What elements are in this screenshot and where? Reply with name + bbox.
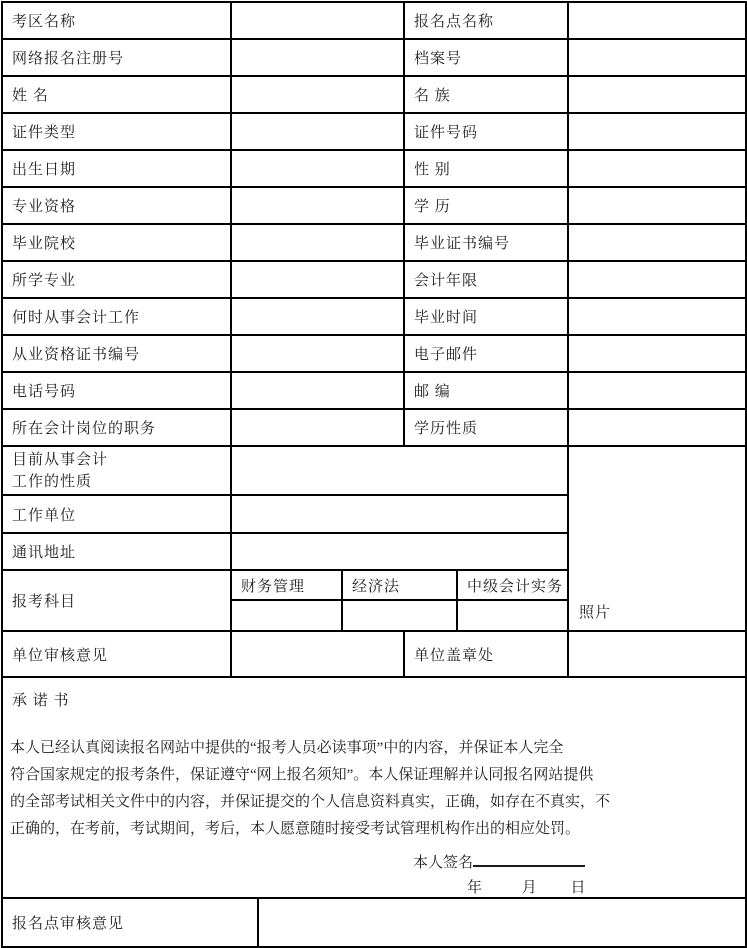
field-label: 姓 名	[2, 76, 231, 113]
registration-form-table	[1, 1, 747, 948]
table-row	[2, 113, 746, 150]
mailing-address-label: 通讯地址	[2, 533, 231, 570]
subject-header-financial-management: 财务管理	[231, 570, 342, 600]
field-label: 毕业证书编号	[404, 224, 568, 261]
field-label: 电话号码	[2, 372, 231, 409]
field-label: 所在会计岗位的职务	[2, 409, 231, 446]
table-row	[2, 76, 746, 113]
field-value-cell[interactable]	[568, 113, 746, 150]
pledge-title: 承 诺 书	[12, 693, 70, 709]
table-row	[2, 335, 746, 372]
field-label: 邮 编	[404, 372, 568, 409]
date-year-label: 年	[467, 880, 483, 896]
field-value-cell[interactable]	[231, 2, 404, 39]
field-value-cell[interactable]	[568, 39, 746, 76]
field-value-cell[interactable]	[568, 372, 746, 409]
field-label: 出生日期	[2, 150, 231, 187]
field-label: 何时从事会计工作	[2, 298, 231, 335]
site-review-label: 报名点审核意见	[2, 898, 258, 947]
field-value-cell[interactable]	[231, 533, 568, 570]
field-label: 电子邮件	[404, 335, 568, 372]
date-day-label: 日	[570, 880, 586, 896]
subject-header-economic-law: 经济法	[342, 570, 457, 600]
field-label: 学历性质	[404, 409, 568, 446]
pledge-section	[2, 677, 746, 898]
table-row	[2, 2, 746, 39]
subject-value-cell[interactable]	[457, 600, 568, 631]
field-value-cell[interactable]	[231, 39, 404, 76]
table-row	[2, 631, 746, 677]
field-value-cell[interactable]	[568, 150, 746, 187]
field-value-cell[interactable]	[231, 298, 404, 335]
field-label: 档案号	[404, 39, 568, 76]
subject-value-cell[interactable]	[342, 600, 457, 631]
field-value-cell[interactable]	[568, 261, 746, 298]
pledge-line-2: 符合国家规定的报考条件，保证遵守“网上报名须知”。本人保证理解并认同报名网站提供	[10, 767, 594, 783]
field-value-cell[interactable]	[568, 335, 746, 372]
table-row	[2, 150, 746, 187]
signature-row	[3, 850, 745, 872]
table-row	[2, 898, 746, 947]
table-row	[2, 187, 746, 224]
table-row	[2, 298, 746, 335]
field-label: 性 别	[404, 150, 568, 187]
field-value-cell[interactable]	[568, 298, 746, 335]
field-label: 网络报名注册号	[2, 39, 231, 76]
field-label: 从业资格证书编号	[2, 335, 231, 372]
current-work-nature-line1: 目前从事会计	[12, 451, 109, 468]
field-label: 名 族	[404, 76, 568, 113]
subject-value-cell[interactable]	[231, 600, 342, 631]
field-label: 会计年限	[404, 261, 568, 298]
pledge-line-3: 的全部考试相关文件中的内容，并保证提交的个人信息资料真实，正确，如存在不真实，不	[10, 794, 611, 810]
field-value-cell[interactable]	[568, 409, 746, 446]
field-value-cell[interactable]	[258, 898, 746, 947]
unit-seal-label: 单位盖章处	[404, 631, 568, 677]
table-row	[2, 372, 746, 409]
table-row	[2, 39, 746, 76]
field-label: 证件号码	[404, 113, 568, 150]
field-value-cell[interactable]	[231, 150, 404, 187]
unit-review-label: 单位审核意见	[2, 631, 231, 677]
table-row	[2, 409, 746, 446]
field-value-cell[interactable]	[231, 113, 404, 150]
work-unit-label: 工作单位	[2, 495, 231, 533]
field-value-cell[interactable]	[231, 261, 404, 298]
field-label: 毕业院校	[2, 224, 231, 261]
field-value-cell[interactable]	[231, 76, 404, 113]
photo-cell[interactable]	[568, 446, 746, 631]
table-row	[2, 261, 746, 298]
field-value-cell[interactable]	[568, 187, 746, 224]
photo-label: 照片	[579, 605, 612, 621]
signature-label: 本人签名	[413, 855, 474, 871]
field-value-cell[interactable]	[231, 224, 404, 261]
field-value-cell[interactable]	[231, 446, 568, 495]
date-row	[3, 876, 745, 897]
subject-header-intermediate-accounting: 中级会计实务	[457, 570, 568, 600]
pledge-paragraph	[10, 735, 739, 843]
field-value-cell[interactable]	[568, 2, 746, 39]
field-value-cell[interactable]	[568, 631, 746, 677]
field-value-cell[interactable]	[231, 631, 404, 677]
signature-blank-line[interactable]	[473, 850, 585, 867]
field-label: 报名点名称	[404, 2, 568, 39]
field-label: 考区名称	[2, 2, 231, 39]
table-row	[2, 446, 746, 495]
field-value-cell[interactable]	[231, 409, 404, 446]
field-value-cell[interactable]	[568, 224, 746, 261]
pledge-line-4: 正确的，在考前，考试期间，考后，本人愿意随时接受考试管理机构作出的相应处罚。	[10, 821, 581, 837]
current-work-nature-line2: 工作的性质	[12, 473, 93, 490]
field-label: 学 历	[404, 187, 568, 224]
field-value-cell[interactable]	[231, 187, 404, 224]
exam-subjects-label: 报考科目	[2, 570, 231, 631]
field-label: 证件类型	[2, 113, 231, 150]
table-row	[2, 224, 746, 261]
field-value-cell[interactable]	[231, 335, 404, 372]
field-value-cell[interactable]	[231, 372, 404, 409]
date-month-label: 月	[521, 880, 537, 896]
field-label: 毕业时间	[404, 298, 568, 335]
field-value-cell[interactable]	[568, 76, 746, 113]
pledge-line-1: 本人已经认真阅读报名网站中提供的“报考人员必读事项”中的内容，并保证本人完全	[10, 740, 564, 756]
table-row	[2, 677, 746, 898]
field-label: 专业资格	[2, 187, 231, 224]
current-work-nature-label	[2, 446, 231, 495]
field-value-cell[interactable]	[231, 495, 568, 533]
field-label: 所学专业	[2, 261, 231, 298]
